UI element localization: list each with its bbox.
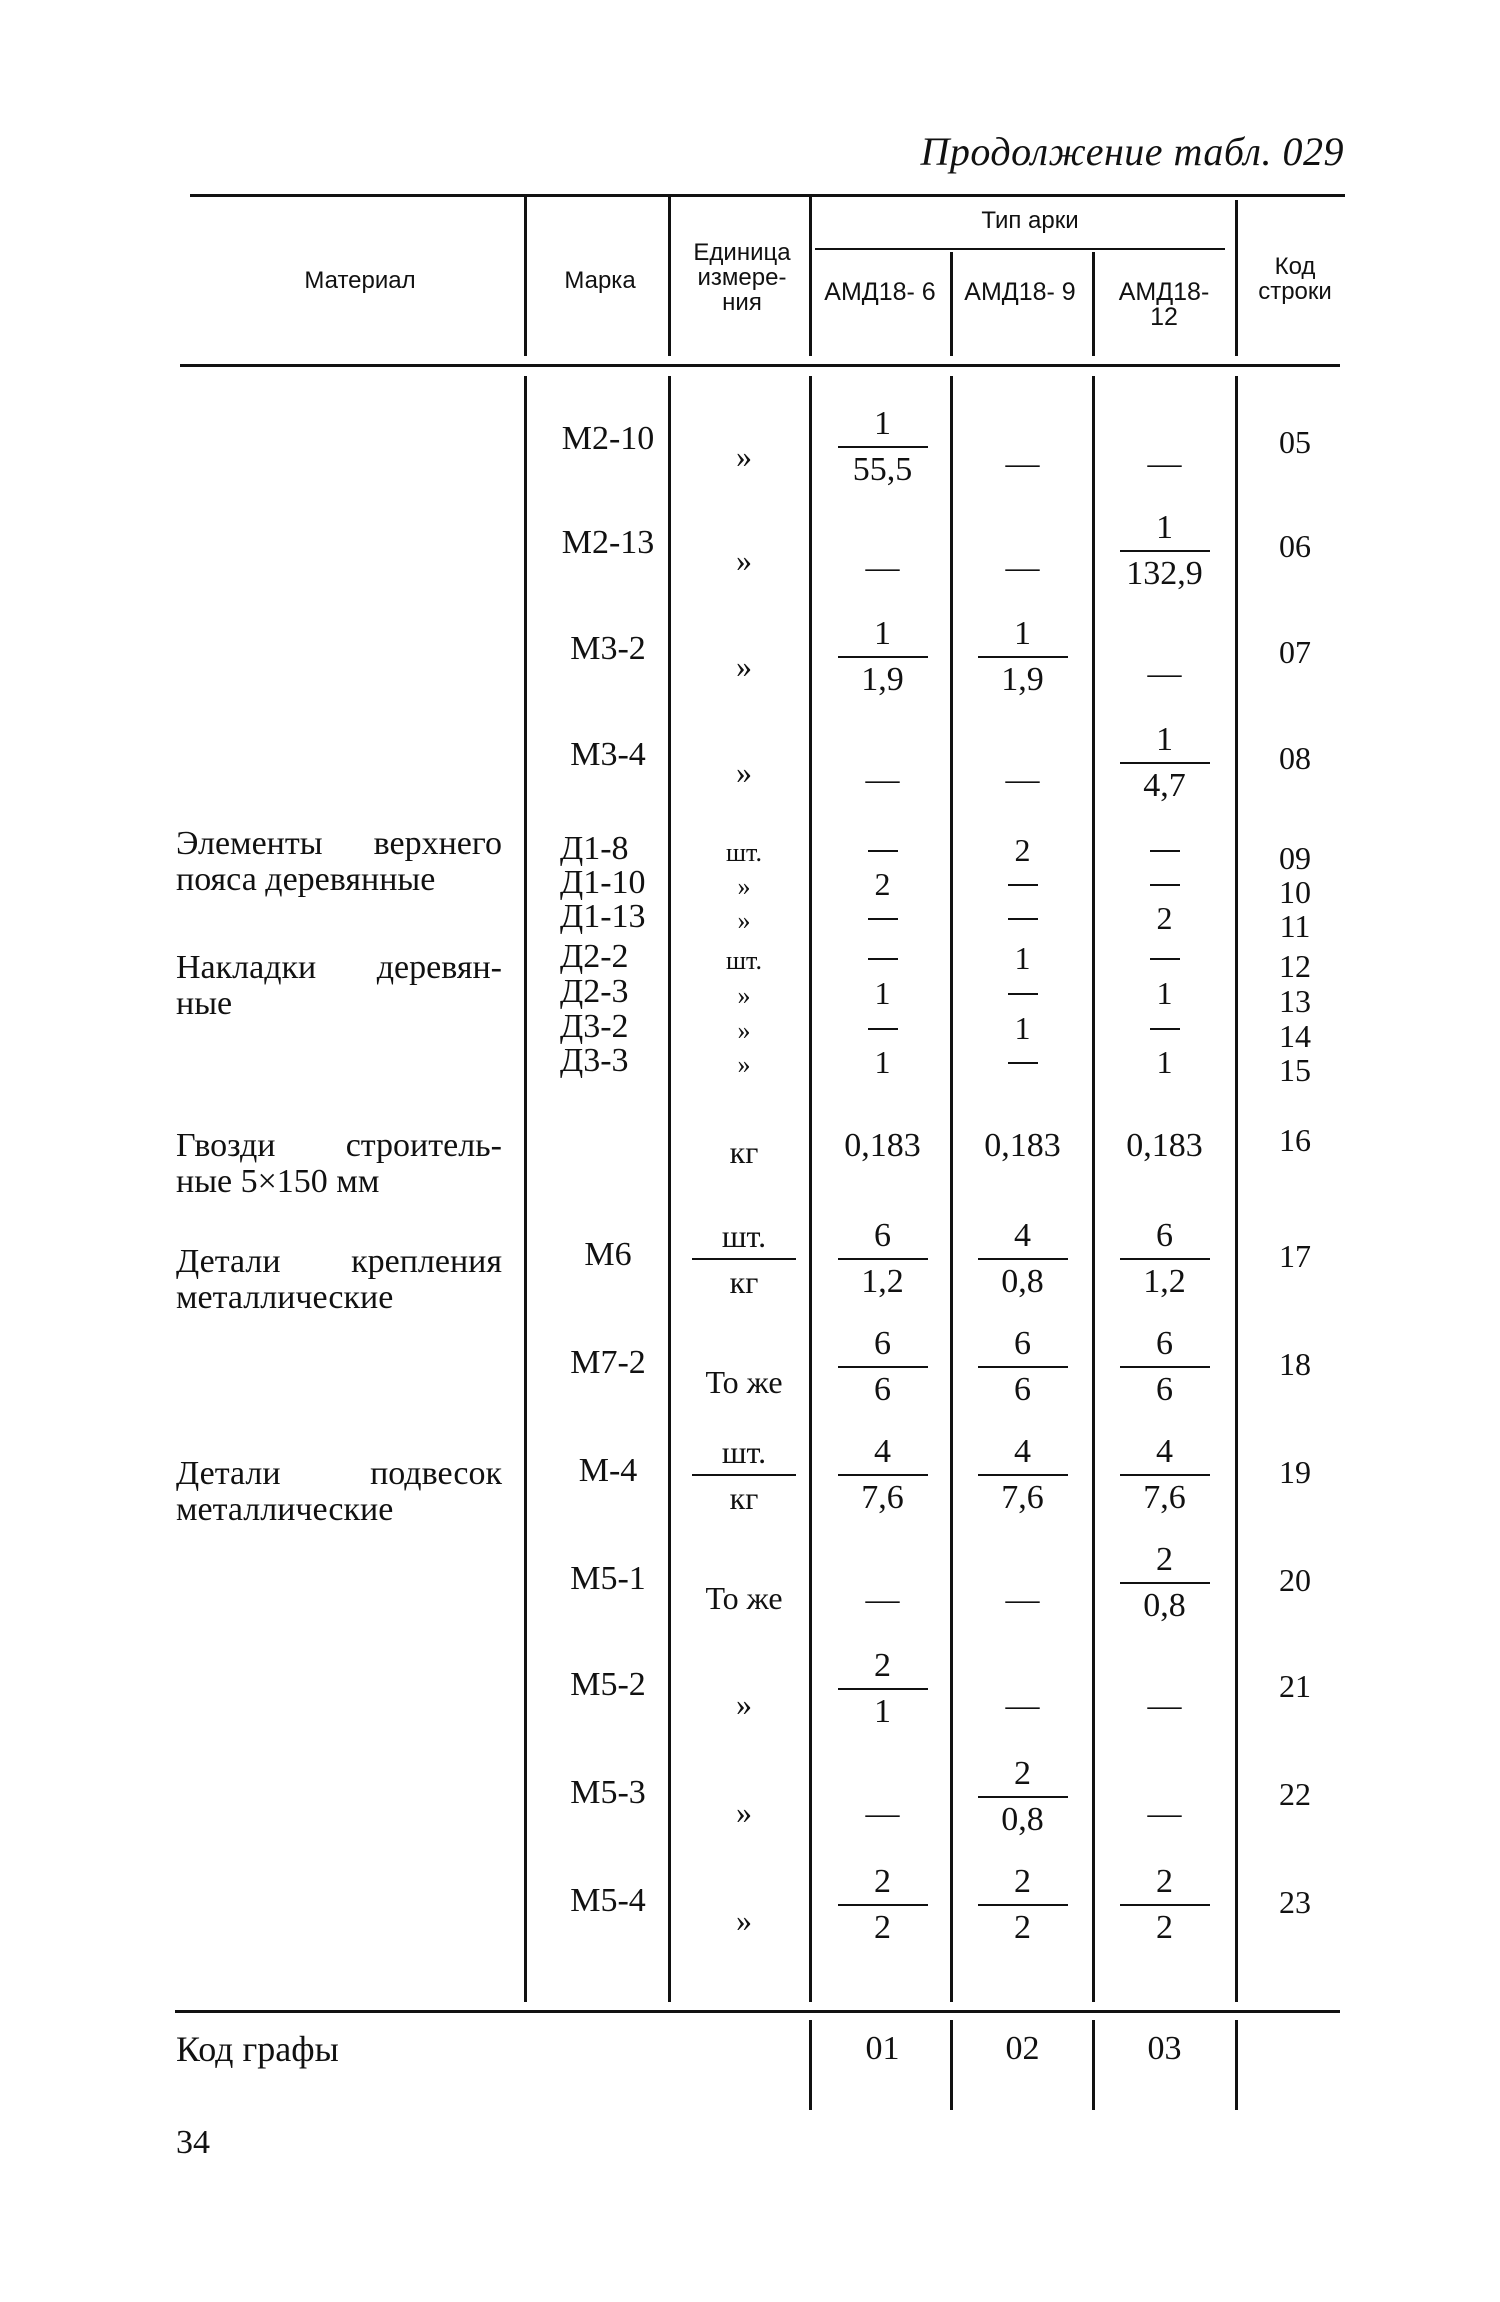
- cell-06-c12: [1097, 508, 1232, 594]
- code-16: 16: [1279, 1122, 1311, 1158]
- body-vline-1: [524, 376, 527, 2002]
- cell-20-c9-dash: —: [1005, 1581, 1040, 1618]
- cell-18-c12: [1097, 1324, 1232, 1410]
- cell-22-c9-bar: [978, 1796, 1068, 1798]
- cell-07-c6-numerator: 1: [874, 615, 891, 652]
- cell-06-c12-bar: [1120, 550, 1210, 552]
- cell-18-c9-denominator: 6: [1014, 1371, 1031, 1408]
- code-22: 22: [1279, 1776, 1311, 1812]
- cell-07-c6-bar: [838, 656, 928, 658]
- cell-05-c6-denominator: 55,5: [852, 451, 913, 488]
- marka-13: Д2-3: [560, 973, 629, 1010]
- hdr-vline-2: [668, 196, 671, 356]
- cell-13-c6: 1: [874, 975, 891, 1011]
- cell-23-c12-numerator: 2: [1156, 1863, 1173, 1900]
- cell-18-c12-denominator: 6: [1156, 1371, 1173, 1408]
- cell-16-c6: [815, 1126, 950, 1166]
- unit-17-fraction: [678, 1216, 810, 1302]
- cell-18-c6: [815, 1324, 950, 1410]
- arch-type-rule: [815, 248, 1225, 250]
- marka-07: М3-2: [570, 630, 646, 667]
- cell-07-c9-fraction: [978, 614, 1068, 700]
- cell-06-c12-numerator: 1: [1156, 509, 1173, 546]
- cell-20-c6-dash: —: [865, 1581, 900, 1618]
- cell-08-c12-denominator: 4,7: [1143, 767, 1186, 804]
- body-vline-3: [809, 376, 812, 2002]
- cell-19-c6-bar: [838, 1474, 928, 1476]
- cell-22-c12: [1097, 1754, 1232, 1834]
- cell-13-c9-dash: [1008, 993, 1038, 995]
- cell-23-c6-denominator: 2: [874, 1909, 891, 1946]
- unit-21: »: [736, 1686, 752, 1722]
- material-fasteners: Детали крепления металлические: [176, 1243, 502, 1316]
- cell-09-c9: 2: [1014, 832, 1031, 868]
- marka-05: М2-10: [561, 420, 655, 457]
- foot-vline-1: [809, 2020, 812, 2110]
- cell-23-c12: [1097, 1862, 1232, 1948]
- cell-19-c6-denominator: 7,6: [861, 1479, 904, 1516]
- code-18: 18: [1279, 1346, 1311, 1382]
- cell-17-c9-denominator: 0,8: [1001, 1263, 1044, 1300]
- cell-08-c12-fraction: [1120, 720, 1210, 806]
- cell-17-c9: [955, 1216, 1090, 1302]
- cell-17-c6-bar: [838, 1258, 928, 1260]
- body-bottom-rule: [175, 2010, 1340, 2013]
- unit-22: »: [736, 1794, 752, 1830]
- unit-16: кг: [729, 1134, 759, 1170]
- cell-21-c6-fraction: [838, 1646, 928, 1732]
- cell-08-c12-bar: [1120, 762, 1210, 764]
- cell-19-c9: [955, 1432, 1090, 1518]
- marka-22: М5-3: [570, 1774, 646, 1811]
- material-overlays: Накладки деревян- ные: [176, 949, 502, 1022]
- unit-20: То же: [705, 1580, 783, 1616]
- cell-12-c9: 1: [1014, 940, 1031, 976]
- cell-21-c6: [815, 1646, 950, 1732]
- cell-23-c6-fraction: [838, 1862, 928, 1948]
- cell-15-c9-dash: [1008, 1062, 1038, 1064]
- cell-16-c6-value: 0,183: [844, 1127, 921, 1164]
- cell-06-c6-dash: —: [865, 549, 900, 586]
- cell-12-c6-dash: [868, 958, 898, 960]
- cell-05-c9: [955, 404, 1090, 484]
- cell-21-c12-dash: —: [1147, 1687, 1182, 1724]
- cell-08-c6-dash: —: [865, 761, 900, 798]
- cell-18-c9-fraction: [978, 1324, 1068, 1410]
- cell-07-c12-dash: —: [1147, 655, 1182, 692]
- top-rule: [190, 194, 1345, 197]
- marka-15: Д3-3: [560, 1042, 629, 1079]
- cell-19-c9-denominator: 7,6: [1001, 1479, 1044, 1516]
- material-nails: Гвозди строитель- ные 5×150 мм: [176, 1127, 502, 1200]
- cell-21-c9: [955, 1646, 1090, 1726]
- marka-19: М-4: [578, 1452, 638, 1489]
- cell-14-c9: 1: [1014, 1010, 1031, 1046]
- cell-05-c12-dash: —: [1147, 445, 1182, 482]
- footer-col-03: 03: [1147, 2030, 1182, 2067]
- cell-17-c12-denominator: 1,2: [1143, 1263, 1186, 1300]
- cell-08-c9-dash: —: [1005, 761, 1040, 798]
- cell-19-c6: [815, 1432, 950, 1518]
- cell-07-c9-bar: [978, 656, 1068, 658]
- cell-11-c6-dash: [868, 918, 898, 920]
- cell-18-c6-numerator: 6: [874, 1325, 891, 1362]
- code-21: 21: [1279, 1668, 1311, 1704]
- cell-20-c12: [1097, 1540, 1232, 1626]
- cell-14-c12-dash: [1150, 1028, 1180, 1030]
- header-arch-type: Тип арки: [981, 207, 1079, 234]
- marka-10: Д1-10: [560, 864, 646, 901]
- code-20: 20: [1279, 1562, 1311, 1598]
- cell-23-c9-bar: [978, 1904, 1068, 1906]
- unit-11: »: [737, 906, 751, 935]
- cell-23-c9-fraction: [978, 1862, 1068, 1948]
- cell-11-c9-dash: [1008, 918, 1038, 920]
- cell-19-c9-fraction: [978, 1432, 1068, 1518]
- unit-18: То же: [705, 1364, 783, 1400]
- unit-13: »: [737, 981, 751, 1010]
- foot-vline-2: [950, 2020, 953, 2110]
- unit-19-bar: [692, 1474, 796, 1476]
- cell-18-c12-fraction: [1120, 1324, 1210, 1410]
- cell-18-c12-bar: [1120, 1366, 1210, 1368]
- marka-08: М3-4: [570, 736, 646, 773]
- cell-17-c6-numerator: 6: [874, 1217, 891, 1254]
- cell-22-c9-numerator: 2: [1014, 1755, 1031, 1792]
- foot-vline-4: [1235, 2020, 1238, 2110]
- unit-15: »: [737, 1050, 751, 1079]
- marka-12: Д2-2: [560, 938, 629, 975]
- cell-10-c6: 2: [874, 866, 891, 902]
- code-12: 12: [1279, 948, 1311, 984]
- code-09: 09: [1279, 840, 1311, 876]
- cell-17-c6: [815, 1216, 950, 1302]
- marka-17: М6: [584, 1236, 632, 1273]
- unit-17-top: шт.: [721, 1218, 767, 1254]
- marka-21: М5-2: [570, 1666, 646, 1703]
- cell-06-c9-dash: —: [1005, 549, 1040, 586]
- cell-23-c6: [815, 1862, 950, 1948]
- cell-20-c12-denominator: 0,8: [1143, 1587, 1186, 1624]
- code-23: 23: [1279, 1884, 1311, 1920]
- cell-08-c12-numerator: 1: [1156, 721, 1173, 758]
- marka-14: Д3-2: [560, 1008, 629, 1045]
- cell-19-c12: [1097, 1432, 1232, 1518]
- cell-07-c12: [1097, 614, 1232, 694]
- header-amd18-6: АМД18- 6: [824, 278, 936, 306]
- cell-18-c12-numerator: 6: [1156, 1325, 1173, 1362]
- cell-09-c6-dash: [868, 850, 898, 852]
- cell-17-c12-fraction: [1120, 1216, 1210, 1302]
- unit-17-bottom: кг: [729, 1264, 759, 1300]
- cell-17-c12-numerator: 6: [1156, 1217, 1173, 1254]
- unit-19: [678, 1432, 810, 1518]
- code-17: 17: [1279, 1238, 1311, 1274]
- unit-09: шт.: [726, 838, 762, 867]
- code-10: 10: [1279, 874, 1311, 910]
- material-upper-belt: Элементы верхнего пояса деревянные: [176, 825, 502, 898]
- cell-05-c6: [815, 404, 950, 490]
- marka-06: М2-13: [561, 524, 655, 561]
- cell-05-c12: [1097, 404, 1232, 484]
- cell-18-c6-denominator: 6: [874, 1371, 891, 1408]
- body-vline-5: [1092, 376, 1095, 2002]
- cell-21-c9-dash: —: [1005, 1687, 1040, 1724]
- code-11: 11: [1279, 908, 1311, 944]
- header-bottom-rule: [180, 364, 1340, 367]
- body-vline-6: [1235, 376, 1238, 2002]
- cell-21-c6-bar: [838, 1688, 928, 1690]
- cell-21-c6-denominator: 1: [874, 1693, 891, 1730]
- cell-17-c12: [1097, 1216, 1232, 1302]
- cell-08-c9: [955, 720, 1090, 800]
- unit-17: [678, 1216, 810, 1302]
- cell-06-c12-fraction: [1120, 508, 1210, 594]
- cell-16-c9-value: 0,183: [984, 1127, 1061, 1164]
- unit-08: »: [736, 754, 752, 790]
- cell-19-c12-denominator: 7,6: [1143, 1479, 1186, 1516]
- cell-11-c12: 2: [1156, 900, 1173, 936]
- cell-19-c9-bar: [978, 1474, 1068, 1476]
- cell-10-c12-dash: [1150, 884, 1180, 886]
- cell-16-c12-value: 0,183: [1126, 1127, 1203, 1164]
- cell-22-c9-fraction: [978, 1754, 1068, 1840]
- cell-13-c12: 1: [1156, 975, 1173, 1011]
- hdr-vline-6: [1235, 200, 1238, 356]
- cell-20-c12-fraction: [1120, 1540, 1210, 1626]
- unit-05: »: [736, 438, 752, 474]
- hdr-vline-1: [524, 196, 527, 356]
- cell-23-c6-numerator: 2: [874, 1863, 891, 1900]
- cell-22-c9-denominator: 0,8: [1001, 1801, 1044, 1838]
- marka-23: М5-4: [570, 1882, 646, 1919]
- cell-17-c9-numerator: 4: [1014, 1217, 1031, 1254]
- cell-10-c9-dash: [1008, 884, 1038, 886]
- cell-23-c12-bar: [1120, 1904, 1210, 1906]
- cell-17-c9-fraction: [978, 1216, 1068, 1302]
- cell-23-c9-numerator: 2: [1014, 1863, 1031, 1900]
- code-05: 05: [1279, 424, 1311, 460]
- cell-18-c9: [955, 1324, 1090, 1410]
- cell-19-c9-numerator: 4: [1014, 1433, 1031, 1470]
- cell-05-c6-numerator: 1: [874, 405, 891, 442]
- body-vline-4: [950, 376, 953, 2002]
- code-07: 07: [1279, 634, 1311, 670]
- unit-19-bottom: кг: [729, 1480, 759, 1516]
- cell-12-c12-dash: [1150, 958, 1180, 960]
- unit-07: »: [736, 648, 752, 684]
- hdr-vline-5: [1092, 252, 1095, 356]
- cell-15-c6: 1: [874, 1044, 891, 1080]
- cell-05-c6-fraction: [838, 404, 928, 490]
- cell-05-c9-dash: —: [1005, 445, 1040, 482]
- footer-col-02: 02: [1005, 2030, 1040, 2067]
- unit-06: »: [736, 542, 752, 578]
- cell-23-c12-fraction: [1120, 1862, 1210, 1948]
- foot-vline-3: [1092, 2020, 1095, 2110]
- cell-07-c6-denominator: 1,9: [861, 661, 904, 698]
- marka-18: М7-2: [570, 1344, 646, 1381]
- cell-21-c12: [1097, 1646, 1232, 1726]
- header-material: Материал: [304, 267, 416, 294]
- unit-10: »: [737, 872, 751, 901]
- cell-20-c9: [955, 1540, 1090, 1620]
- hdr-vline-3: [809, 196, 812, 356]
- cell-18-c9-bar: [978, 1366, 1068, 1368]
- code-15: 15: [1279, 1052, 1311, 1088]
- cell-07-c9: [955, 614, 1090, 700]
- cell-07-c6-fraction: [838, 614, 928, 700]
- cell-22-c12-dash: —: [1147, 1795, 1182, 1832]
- cell-08-c12: [1097, 720, 1232, 806]
- cell-07-c9-denominator: 1,9: [1001, 661, 1044, 698]
- cell-18-c6-bar: [838, 1366, 928, 1368]
- cell-18-c6-fraction: [838, 1324, 928, 1410]
- marka-11: Д1-13: [560, 898, 646, 935]
- cell-17-c9-bar: [978, 1258, 1068, 1260]
- code-19: 19: [1279, 1454, 1311, 1490]
- cell-22-c9: [955, 1754, 1090, 1840]
- cell-22-c6-dash: —: [865, 1795, 900, 1832]
- cell-19-c12-bar: [1120, 1474, 1210, 1476]
- cell-19-c12-numerator: 4: [1156, 1433, 1173, 1470]
- page-number: 34: [176, 2124, 210, 2161]
- cell-06-c12-denominator: 132,9: [1126, 555, 1203, 592]
- cell-06-c9: [955, 508, 1090, 588]
- unit-17-bar: [692, 1258, 796, 1260]
- cell-05-c6-bar: [838, 446, 928, 448]
- hdr-vline-4: [950, 252, 953, 356]
- marka-09: Д1-8: [560, 830, 629, 867]
- cell-09-c12-dash: [1150, 850, 1180, 852]
- code-13: 13: [1279, 983, 1311, 1019]
- unit-19-fraction: [678, 1432, 810, 1518]
- cell-06-c6: [815, 508, 950, 588]
- unit-12: шт.: [726, 946, 762, 975]
- unit-23: »: [736, 1902, 752, 1938]
- code-06: 06: [1279, 528, 1311, 564]
- cell-20-c6: [815, 1540, 950, 1620]
- cell-15-c12: 1: [1156, 1044, 1173, 1080]
- cell-16-c12: [1097, 1126, 1232, 1166]
- cell-21-c6-numerator: 2: [874, 1647, 891, 1684]
- header-code: Код строки: [1258, 253, 1332, 305]
- cell-23-c9-denominator: 2: [1014, 1909, 1031, 1946]
- cell-23-c9: [955, 1862, 1090, 1948]
- cell-20-c12-numerator: 2: [1156, 1541, 1173, 1578]
- table-caption: Продолжение табл. 029: [920, 129, 1344, 174]
- cell-16-c9: [955, 1126, 1090, 1166]
- unit-19-top: шт.: [721, 1434, 767, 1470]
- body-vline-2: [668, 376, 671, 2002]
- cell-07-c6: [815, 614, 950, 700]
- cell-14-c6-dash: [868, 1028, 898, 1030]
- cell-19-c6-numerator: 4: [874, 1433, 891, 1470]
- cell-19-c12-fraction: [1120, 1432, 1210, 1518]
- footer-label: Код графы: [176, 2029, 339, 2069]
- cell-22-c6: [815, 1754, 950, 1834]
- marka-20: М5-1: [570, 1560, 646, 1597]
- cell-17-c12-bar: [1120, 1258, 1210, 1260]
- cell-17-c6-denominator: 1,2: [861, 1263, 904, 1300]
- header-marka: Марка: [564, 267, 636, 294]
- footer-col-01: 01: [865, 2030, 900, 2067]
- cell-17-c6-fraction: [838, 1216, 928, 1302]
- cell-23-c12-denominator: 2: [1156, 1909, 1173, 1946]
- header-amd18-9: АМД18- 9: [964, 278, 1076, 306]
- cell-20-c12-bar: [1120, 1582, 1210, 1584]
- cell-07-c9-numerator: 1: [1014, 615, 1031, 652]
- cell-23-c6-bar: [838, 1904, 928, 1906]
- header-unit: Единица измере- ния: [693, 239, 791, 316]
- code-14: 14: [1279, 1018, 1311, 1054]
- code-08: 08: [1279, 740, 1311, 776]
- header-amd18-12: АМД18- 12: [1118, 278, 1210, 331]
- material-hangers: Детали подвесок металлические: [176, 1455, 502, 1528]
- unit-14: »: [737, 1016, 751, 1045]
- cell-19-c6-fraction: [838, 1432, 928, 1518]
- cell-18-c9-numerator: 6: [1014, 1325, 1031, 1362]
- cell-08-c6: [815, 720, 950, 800]
